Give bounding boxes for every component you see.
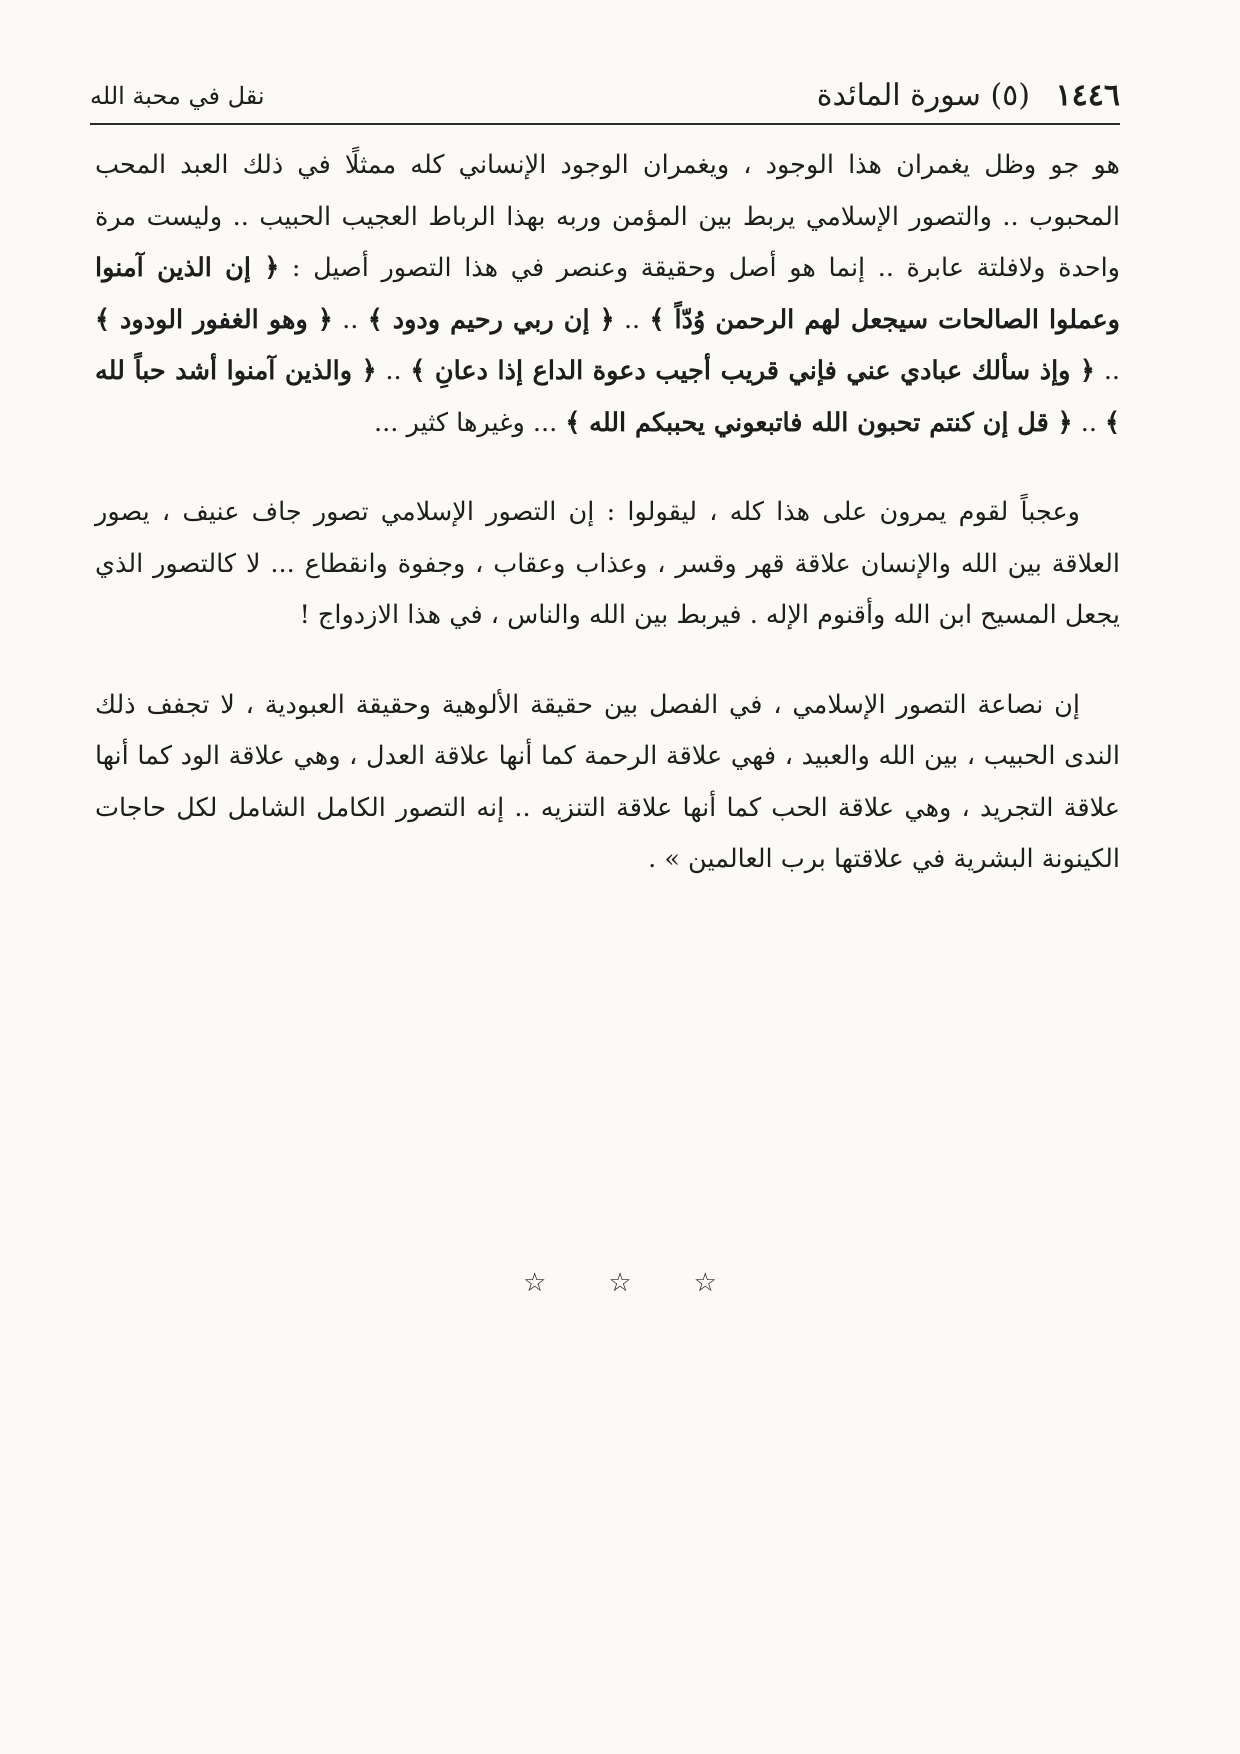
text-segment: .. [385, 356, 402, 386]
page-number: ١٤٤٦ [1055, 78, 1120, 113]
text-segment: .. [342, 304, 359, 335]
section-title: نقل في محبة الله [90, 82, 265, 110]
body-text [95, 140, 1120, 886]
page-header [90, 72, 1120, 122]
quran-verse: ﴿ والذين آمنوا أشد حباً لله ﴾ [95, 356, 1120, 438]
star-icon: ☆ [608, 1268, 632, 1298]
quran-verse: ﴿ إن الذين آمنوا وعملوا الصالحات سيجعل لهم الرحمن وُدّاً ﴾ [95, 253, 1120, 335]
surah-name: (٥) سورة المائدة [816, 78, 1030, 113]
text-segment: .. [623, 304, 641, 335]
text-segment: ... وغيرها كثير ... [374, 407, 558, 438]
text-segment: هو جو وظل يغمران هذا الوجود ، ويغمران الوجود الإنساني كله ممثلًا في ذلك العبد المحب المحبوب .. والتصور الإسلامي يربط بين المؤمن وربه بهذا الرباط العجيب الحبيب .. وليست مرة واحدة ولافلتة عابرة .. إنما هو أصل وحقيقة وعنصر في هذا التصور أصيل : [95, 150, 1120, 283]
paragraph-2: وعجباً لقوم يمرون على هذا كله ، ليقولوا : إن التصور الإسلامي تصور جاف عنيف ، يصور العلاقة بين الله والإنسان علاقة قهر وقسر ، وعذاب وعقاب ، وجفوة وانقطاع ... لا كالتصور الذي يجعل المسيح ابن الله وأقنوم الإله . فيربط بين الله والناس ، في هذا الازدواج ! [95, 497, 1120, 630]
quran-verse: ﴿ قل إن كنتم تحبون الله فاتبعوني يحببكم الله ﴾ [565, 407, 1073, 438]
paragraph-3: إن نصاعة التصور الإسلامي ، في الفصل بين حقيقة الألوهية وحقيقة العبودية ، لا تجفف ذلك الندى الحبيب ، بين الله والعبيد ، فهي علاقة الرحمة كما أنها علاقة العدل ، وهي علاقة الود كما أنها علاقة التجريد ، وهي علاقة الحب كما أنها علاقة التنزيه .. إنه التصور الكامل الشامل لكل حاجات الكينونة البشرية في علاقتها برب العالمين » . [95, 689, 1120, 874]
text-segment: .. [1103, 356, 1121, 386]
section-separator [0, 1268, 1240, 1298]
quran-verse: ﴿ إن ربي رحيم ودود ﴾ [367, 304, 615, 335]
paragraph-1 [95, 140, 1120, 449]
quran-verse: ﴿ وإذ سألك عبادي عني فإني قريب أجيب دعوة الداع إذا دعانِ ﴾ [410, 356, 1095, 386]
quran-verse: ﴿ وهو الغفور الودود ﴾ [95, 304, 333, 335]
header-divider [90, 123, 1120, 125]
header-page-info [817, 78, 1120, 113]
text-segment: .. [1080, 407, 1097, 438]
star-icon: ☆ [693, 1268, 717, 1298]
star-icon: ☆ [523, 1268, 547, 1298]
